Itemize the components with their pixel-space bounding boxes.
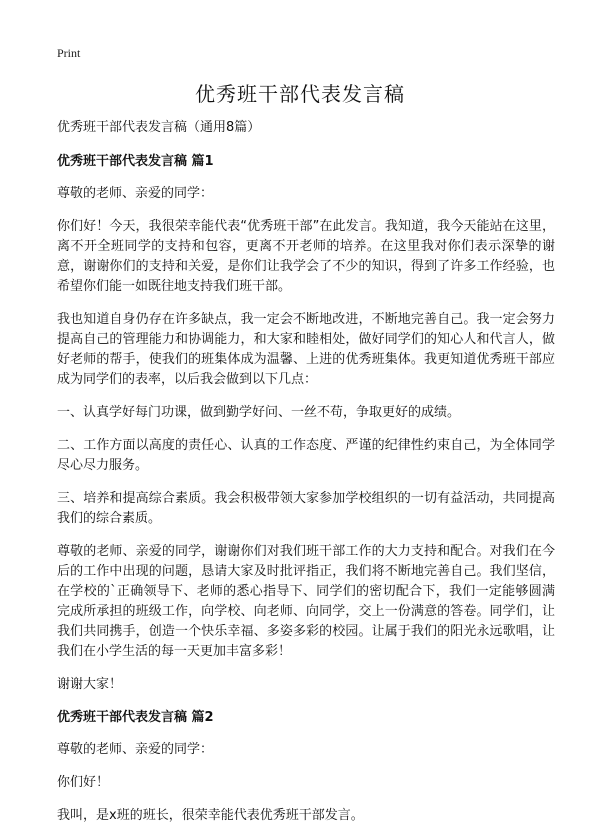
salutation: 尊敬的老师、亲爱的同学： — [57, 742, 214, 757]
paragraph: 我也知道自身仍存在许多缺点，我一定会不断地改进，不断地完善自己。我一定会努力提高自己的管理能力和协调能力，和大家和睦相处，做好同学们的知心人和代言人，做好老师的帮手，使我们的班集体成为温馨、上进的优秀班集体。我更知道优秀班干部应成为同学们的表率，以后我会做到以下几点： — [57, 312, 555, 387]
greeting: 你们好！ — [57, 775, 110, 790]
document-body — [57, 118, 555, 839]
paragraph: 尊敬的老师、亲爱的同学，谢谢你们对我们班干部工作的大力支持和配合。对我们在今后的工作中出现的问题，恳请大家及时批评指正，我们将不断地完善自己。我们坚信，在学校的`正确领导下、老师的悉心指导下、同学们的密切配合下，我们一定能够圆满完成所承担的班级工作，向学校、向老师、向同学，交上一份满意的答卷。同学们，让我们共同携手，创造一个快乐幸福、多姿多彩的校园。让属于我们的阳光永远歌唱，让我们在小学生活的每一天更加丰富多彩！ — [57, 544, 555, 659]
page-title: 优秀班干部代表发言稿 — [195, 82, 405, 106]
section-heading: 优秀班干部代表发言稿 篇2 — [57, 710, 214, 725]
closing: 谢谢大家！ — [57, 677, 123, 692]
print-link[interactable]: Print — [57, 46, 81, 60]
list-item: 三、培养和提高综合素质。我会积极带领大家参加学校组织的一切有益活动，共同提高我们的综合素质。 — [57, 491, 555, 526]
paragraph: 我叫，是x班的班长，很荣幸能代表优秀班干部发言。 — [57, 808, 364, 823]
document-subtitle: 优秀班干部代表发言稿（通用8篇） — [57, 120, 261, 135]
salutation: 尊敬的老师、亲爱的同学： — [57, 186, 214, 201]
paragraph: 你们好！今天，我很荣幸能代表“优秀班干部”在此发言。我知道，我今天能站在这里，离不开全班同学的支持和包容，更离不开老师的培养。在这里我对你们表示深挚的谢意，谢谢你们的支持和关爱，是你们让我学会了不少的知识，得到了许多工作经验，也希望你们能一如既往地支持我们班干部。 — [57, 219, 555, 294]
list-item: 一、认真学好每门功课，做到勤学好问、一丝不苟，争取更好的成绩。 — [57, 405, 461, 420]
list-item: 二、工作方面以高度的责任心、认真的工作态度、严谨的纪律性约束自己，为全体同学尽心尽力服务。 — [57, 438, 555, 473]
section-heading: 优秀班干部代表发言稿 篇1 — [57, 154, 214, 169]
